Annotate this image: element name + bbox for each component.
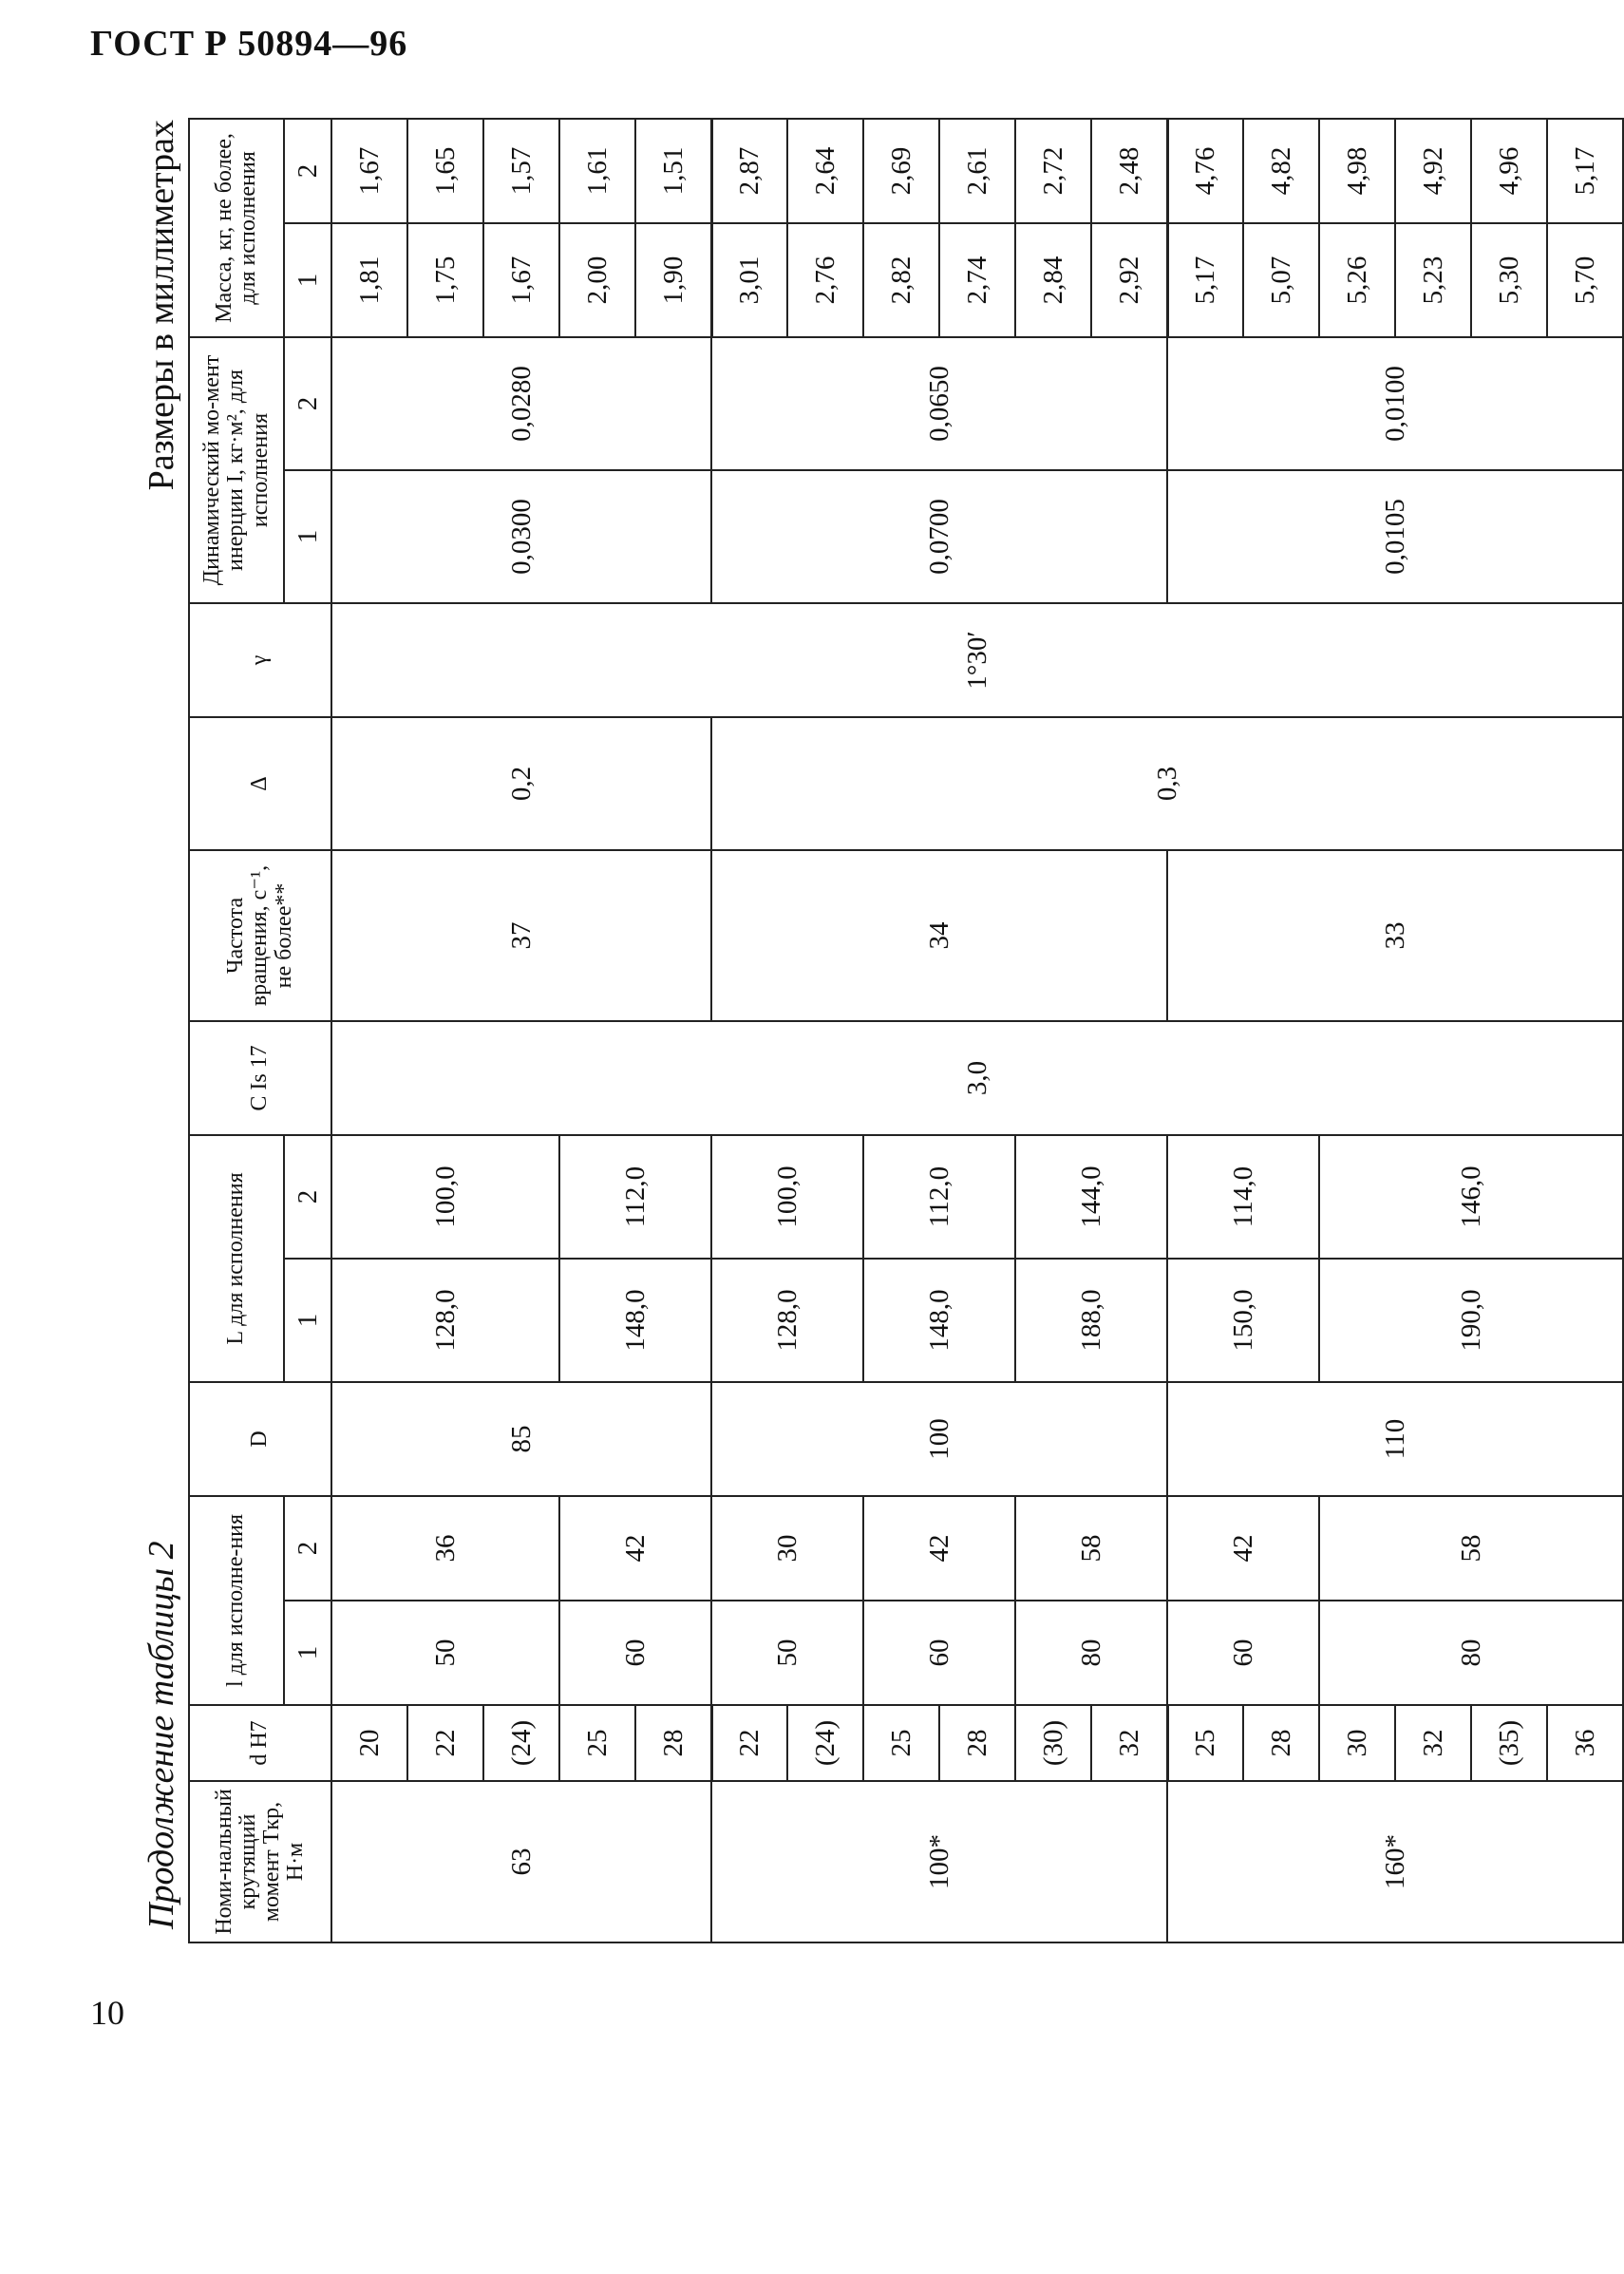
mass1-cell: 1,75 [407, 223, 483, 337]
d-cell: 20 [331, 1705, 407, 1781]
inertia1-cell: 0,0700 [711, 470, 1167, 603]
mass2-cell: 1,61 [559, 119, 635, 223]
mass1-cell: 1,81 [331, 223, 407, 337]
d-cell: 36 [1547, 1705, 1623, 1781]
l1-cell: 60 [863, 1601, 1015, 1705]
d-cell: 28 [939, 1705, 1015, 1781]
table-row [331, 119, 407, 1942]
l-header: l для исполне-ния [189, 1496, 284, 1705]
gamma-header: γ [189, 603, 331, 717]
mass1-cell: 5,26 [1319, 223, 1395, 337]
mass2-cell: 4,82 [1243, 119, 1319, 223]
D-cell: 85 [331, 1382, 711, 1496]
d-cell: (24) [787, 1705, 863, 1781]
d-cell: 32 [1395, 1705, 1471, 1781]
C-cell: 3,0 [331, 1021, 1623, 1135]
freq-header: Частота вращения, с⁻¹, не более** [189, 850, 331, 1021]
header-row-1 [189, 119, 284, 1942]
inertia2-cell: 0,0650 [711, 337, 1167, 470]
d-cell: 22 [407, 1705, 483, 1781]
l1-cell: 50 [331, 1601, 559, 1705]
mass1-cell: 2,00 [559, 223, 635, 337]
L2-cell: 146,0 [1319, 1135, 1623, 1259]
torque-cell: 100* [711, 1781, 1167, 1942]
mass2-cell: 4,92 [1395, 119, 1471, 223]
L1-cell: 188,0 [1015, 1259, 1167, 1382]
l1-cell: 60 [1167, 1601, 1319, 1705]
mass1-cell: 2,82 [863, 223, 939, 337]
C-header: C Is 17 [189, 1021, 331, 1135]
mass2-cell: 1,67 [331, 119, 407, 223]
mass1-cell: 2,84 [1015, 223, 1091, 337]
d-cell: (24) [483, 1705, 559, 1781]
L1-cell: 148,0 [559, 1259, 711, 1382]
mass1-cell: 1,90 [635, 223, 711, 337]
inertia1-cell: 0,0300 [331, 470, 711, 603]
mass2-cell: 5,17 [1547, 119, 1623, 223]
L2-cell: 114,0 [1167, 1135, 1319, 1259]
l2-cell: 42 [559, 1496, 711, 1601]
mass1-cell: 5,23 [1395, 223, 1471, 337]
L2-cell: 112,0 [863, 1135, 1015, 1259]
mass2-cell: 4,98 [1319, 119, 1395, 223]
mass2-cell: 2,87 [711, 119, 787, 223]
inertia-exec1: 1 [284, 470, 331, 603]
l-exec1: 1 [284, 1601, 331, 1705]
l2-cell: 42 [863, 1496, 1015, 1601]
d-cell: (30) [1015, 1705, 1091, 1781]
L2-cell: 100,0 [331, 1135, 559, 1259]
l2-cell: 36 [331, 1496, 559, 1601]
d-cell: 30 [1319, 1705, 1395, 1781]
mass-header: Масса, кг, не более, для исполнения [189, 119, 284, 337]
l2-cell: 30 [711, 1496, 863, 1601]
mass2-cell: 1,65 [407, 119, 483, 223]
delta-header: Δ [189, 717, 331, 850]
torque-cell: 160* [1167, 1781, 1623, 1942]
l-exec2: 2 [284, 1496, 331, 1601]
freq-cell: 37 [331, 850, 711, 1021]
document-header: ГОСТ Р 50894—96 [90, 24, 408, 64]
torque-header: Номи-нальный крутящий момент Tкр, Н·м [189, 1781, 331, 1942]
gamma-cell: 1°30′ [331, 603, 1623, 717]
L-exec1: 1 [284, 1259, 331, 1382]
L-exec2: 2 [284, 1135, 331, 1259]
l2-cell: 58 [1319, 1496, 1623, 1601]
inertia2-cell: 0,0100 [1167, 337, 1623, 470]
mass2-cell: 2,64 [787, 119, 863, 223]
L-header: L для исполнения [189, 1135, 284, 1382]
rotated-table-block [141, 120, 1600, 1943]
delta-cell: 0,3 [711, 717, 1623, 850]
D-cell: 110 [1167, 1382, 1623, 1496]
mass2-cell: 4,96 [1471, 119, 1547, 223]
mass1-cell: 1,67 [483, 223, 559, 337]
mass1-cell: 2,74 [939, 223, 1015, 337]
L1-cell: 128,0 [331, 1259, 559, 1382]
mass2-cell: 2,61 [939, 119, 1015, 223]
mass1-cell: 2,76 [787, 223, 863, 337]
D-cell: 100 [711, 1382, 1167, 1496]
inertia2-cell: 0,0280 [331, 337, 711, 470]
mass1-cell: 3,01 [711, 223, 787, 337]
inertia-exec2: 2 [284, 337, 331, 470]
torque-cell: 63 [331, 1781, 711, 1942]
d-cell: 28 [1243, 1705, 1319, 1781]
d-cell: 28 [635, 1705, 711, 1781]
L2-cell: 144,0 [1015, 1135, 1167, 1259]
coupling-parameters-table [188, 118, 1624, 1943]
freq-cell: 34 [711, 850, 1167, 1021]
mass2-cell: 2,72 [1015, 119, 1091, 223]
d-cell: 25 [863, 1705, 939, 1781]
d-cell: (35) [1471, 1705, 1547, 1781]
mass2-cell: 2,48 [1091, 119, 1167, 223]
l1-cell: 80 [1319, 1601, 1623, 1705]
mass-exec1: 1 [284, 223, 331, 337]
L1-cell: 148,0 [863, 1259, 1015, 1382]
l1-cell: 50 [711, 1601, 863, 1705]
L2-cell: 100,0 [711, 1135, 863, 1259]
inertia-header: Динамический мо-мент инерции I, кг·м², для исполнения [189, 337, 284, 603]
d-header: d H7 [189, 1705, 331, 1781]
mass2-cell: 1,57 [483, 119, 559, 223]
L1-cell: 190,0 [1319, 1259, 1623, 1382]
page-number: 10 [90, 1994, 124, 2032]
l1-cell: 80 [1015, 1601, 1167, 1705]
mass2-cell: 1,51 [635, 119, 711, 223]
inertia1-cell: 0,0105 [1167, 470, 1623, 603]
L2-cell: 112,0 [559, 1135, 711, 1259]
d-cell: 32 [1091, 1705, 1167, 1781]
mass1-cell: 5,70 [1547, 223, 1623, 337]
freq-cell: 33 [1167, 850, 1623, 1021]
d-cell: 25 [1167, 1705, 1243, 1781]
mass1-cell: 5,07 [1243, 223, 1319, 337]
mass1-cell: 2,92 [1091, 223, 1167, 337]
l2-cell: 58 [1015, 1496, 1167, 1601]
l2-cell: 42 [1167, 1496, 1319, 1601]
mass1-cell: 5,30 [1471, 223, 1547, 337]
d-cell: 25 [559, 1705, 635, 1781]
L1-cell: 128,0 [711, 1259, 863, 1382]
units-note: Размеры в миллиметрах [142, 120, 181, 491]
mass1-cell: 5,17 [1167, 223, 1243, 337]
table-caption: Продолжение таблицы 2 [142, 1541, 181, 1929]
d-cell: 22 [711, 1705, 787, 1781]
mass-exec2: 2 [284, 119, 331, 223]
l1-cell: 60 [559, 1601, 711, 1705]
L1-cell: 150,0 [1167, 1259, 1319, 1382]
delta-cell: 0,2 [331, 717, 711, 850]
mass2-cell: 2,69 [863, 119, 939, 223]
mass2-cell: 4,76 [1167, 119, 1243, 223]
D-header: D [189, 1382, 331, 1496]
